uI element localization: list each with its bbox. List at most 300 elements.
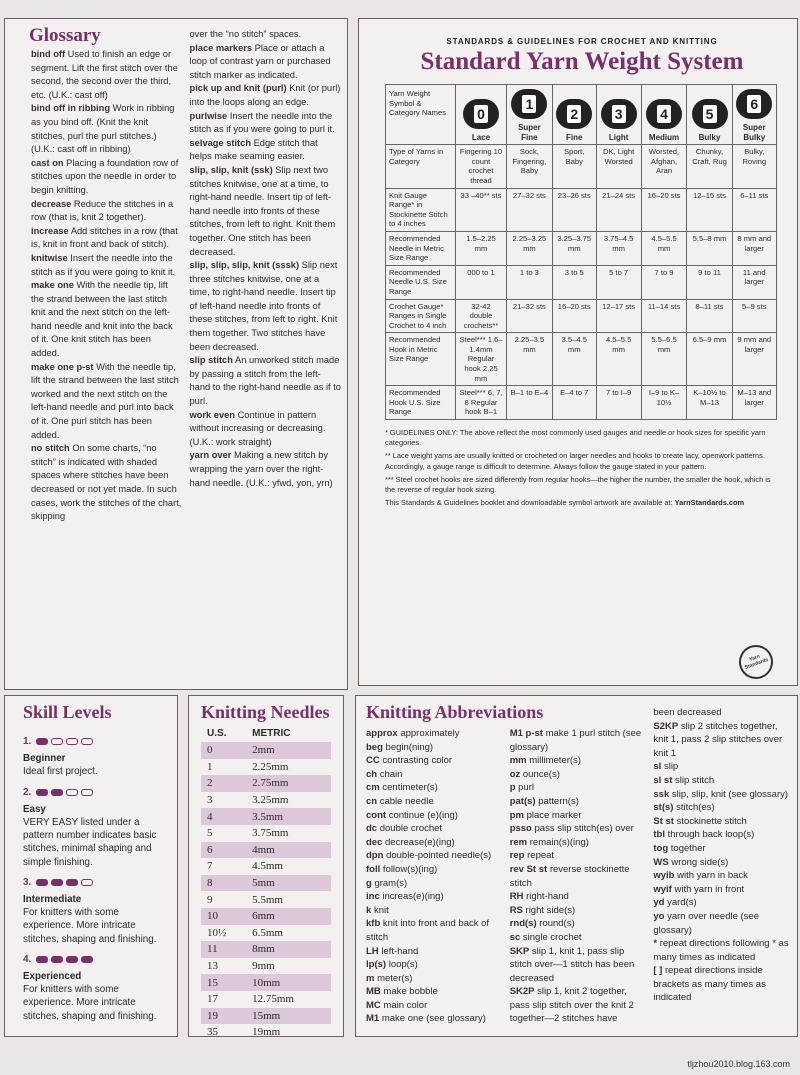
abbr-entry bbox=[366, 972, 502, 986]
abbr-term: rnd(s) bbox=[509, 918, 537, 930]
abbr-definition: pass slip stitch(es) over bbox=[534, 823, 634, 835]
abbr-entry bbox=[366, 836, 502, 850]
yarn-cell: Sport, Baby bbox=[552, 145, 596, 188]
yarn-category-2 bbox=[552, 85, 596, 145]
yarn-weight-number: 1 bbox=[520, 93, 538, 115]
abbr-entry bbox=[366, 985, 502, 999]
abbr-entry bbox=[653, 788, 791, 802]
needle-metric-size: 2.25mm bbox=[252, 760, 289, 773]
rating-filled-icon bbox=[36, 738, 48, 745]
abbr-definition: gram(s) bbox=[374, 877, 408, 889]
abbr-entry bbox=[366, 904, 502, 918]
needle-metric-size: 2.75mm bbox=[246, 775, 331, 792]
glossary-definition: Slip next three stitches knitwise, one at a time, to right-hand needle. Insert tip of left-hand needle into fronts of these stitches, from left to right. Knit them together. Two stitches have been decreased. bbox=[189, 260, 338, 352]
needle-row bbox=[201, 808, 331, 825]
glossary-entry bbox=[190, 164, 341, 259]
yarn-cell: 21–32 sts bbox=[507, 299, 553, 333]
yarn-cell: 4.5–5.5 mm bbox=[641, 231, 687, 265]
yarn-weight-panel bbox=[358, 18, 798, 686]
glossary-entry bbox=[190, 137, 341, 164]
yarn-table-row bbox=[386, 386, 777, 420]
abbr-definition: chain bbox=[379, 768, 403, 780]
glossary-definition: Making a new stitch by wrapping the yarn over the right-hand needle. (U.K.: yfwd, yon, yrn) bbox=[189, 450, 333, 488]
abbr-definition: centimeter(s) bbox=[382, 782, 438, 794]
abbr-definition: slip 1, knit 1, pass slip stitch over—1 stitch has been decreased bbox=[509, 945, 635, 984]
skill-level-desc: For knitters with some experience. More intricate stitches, shaping and finishing. bbox=[23, 907, 157, 945]
needle-metric-size: 6.5mm bbox=[252, 926, 283, 939]
yarn-row-label: Recommended Needle U.S. Size Range bbox=[386, 265, 456, 299]
abbr-entry bbox=[510, 931, 646, 945]
yarn-category-1 bbox=[507, 85, 553, 145]
abbr-term: g bbox=[366, 877, 372, 889]
yarn-standards-seal: Yarn Standards bbox=[734, 640, 778, 684]
yarn-table-header-row bbox=[386, 85, 777, 145]
yarn-cell: 5–9 sts bbox=[732, 299, 776, 333]
yarn-cell: 1.5–2.25 mm bbox=[456, 231, 507, 265]
yarn-cell: 2.25–3.5 mm bbox=[507, 333, 553, 386]
abbr-term: cm bbox=[366, 782, 380, 794]
glossary-entry bbox=[31, 279, 182, 361]
abbr-definition: through back loop(s) bbox=[667, 829, 755, 841]
glossary-term: decrease bbox=[31, 198, 72, 209]
abbr-term: inc bbox=[366, 891, 380, 903]
needles-col-us: U.S. bbox=[207, 728, 227, 739]
yarn-cell: 27–32 sts bbox=[507, 188, 553, 231]
abbr-entry bbox=[366, 945, 502, 959]
yarn-category-name: Lace bbox=[471, 132, 491, 142]
yarn-cell: 6.5–9 mm bbox=[687, 333, 732, 386]
needle-us-size: 10½ bbox=[207, 926, 227, 939]
abbr-term: SKP bbox=[509, 945, 530, 957]
yarn-cell: 1 to 3 bbox=[507, 265, 553, 299]
glossary-entry bbox=[31, 225, 182, 252]
abbr-definition: wrong side(s) bbox=[671, 856, 729, 868]
abbr-column-3 bbox=[653, 706, 791, 1026]
needles-col-metric: METRIC bbox=[252, 728, 291, 739]
yarn-note: ** Lace weight yarns are usually knitted or crocheted on larger needles and hooks to create lacy, openwork patterns. Accordingly, a gauge range is difficult to determine. Always follow the gauge stated in your pattern. bbox=[385, 451, 765, 471]
glossary-entry bbox=[190, 409, 341, 450]
needle-row bbox=[201, 1024, 331, 1041]
needle-row bbox=[201, 825, 331, 842]
glossary-entry bbox=[31, 198, 182, 225]
yarn-footer bbox=[385, 498, 777, 508]
abbr-entry bbox=[366, 809, 502, 823]
yarn-row-label: Recommended Hook in Metric Size Range bbox=[386, 333, 456, 386]
yarn-cell: Sock, Fingering, Baby bbox=[507, 145, 553, 188]
abbr-definition: stitch(es) bbox=[676, 802, 715, 814]
needle-metric-size: 19mm bbox=[252, 1026, 281, 1039]
yarn-table-row bbox=[386, 333, 777, 386]
abbr-column-2 bbox=[510, 727, 646, 1026]
abbr-entry bbox=[653, 856, 791, 870]
glossary-definition: Add stitches in a row (that is, knit in front and back of stitch). bbox=[31, 225, 178, 250]
abbr-entry bbox=[510, 904, 646, 918]
abbr-term: m bbox=[366, 972, 375, 984]
glossary-definition: Edge stitch that helps make seaming easier. bbox=[189, 137, 318, 162]
needle-us-size: 15 bbox=[201, 974, 246, 991]
glossary-entry bbox=[31, 442, 182, 524]
needle-row bbox=[201, 908, 331, 925]
skill-level-name: Experienced bbox=[23, 971, 82, 983]
abbr-term: dpn bbox=[366, 850, 384, 862]
yarn-cell: 9 to 11 bbox=[687, 265, 732, 299]
abbr-definition: decrease(e)(ing) bbox=[385, 836, 455, 848]
abbr-entry bbox=[366, 999, 502, 1013]
glossary-term: pick up and knit (purl) bbox=[189, 83, 287, 94]
glossary-definition: Work in ribbing as you bind off. (Knit the knit stitches, purl the purl stitches.) (U.K.: cast off in ribbing) bbox=[31, 103, 175, 155]
yarn-category-name: Fine bbox=[566, 132, 583, 142]
skill-level bbox=[23, 786, 167, 869]
glossary-title: Glossary bbox=[29, 25, 101, 46]
needle-metric-size: 6mm bbox=[246, 908, 331, 925]
abbr-entry bbox=[510, 727, 646, 754]
abbr-definition: slip, slip, knit (see glossary) bbox=[671, 788, 789, 800]
needle-row bbox=[201, 891, 331, 908]
skill-level-name: Easy bbox=[23, 803, 46, 815]
rating-filled-icon bbox=[36, 879, 48, 886]
abbr-term: oz bbox=[509, 768, 521, 780]
abbr-definition: slip 1, knit 2 together, pass slip stitch over the knit 2 together—2 stitches have bbox=[509, 986, 634, 1025]
yarn-cell: B–1 to E–4 bbox=[507, 386, 553, 420]
glossary-term: increase bbox=[31, 225, 69, 236]
glossary-definition: With the needle tip, lift the strand between the last stitch worked and the next stitch on the left-hand needle and purl into back of it. One purl stitch has been added. bbox=[31, 361, 179, 440]
yarn-table-row bbox=[386, 145, 777, 188]
abbr-definition: with yarn in front bbox=[674, 883, 745, 895]
yarn-cell: 5.5–8 mm bbox=[687, 231, 732, 265]
glossary-entry bbox=[190, 82, 341, 109]
glossary-definition: Continue in pattern without increasing or decreasing. (U.K.: work straight) bbox=[189, 409, 326, 447]
abbr-definition: repeat directions inside brackets as many times as indicated bbox=[653, 965, 766, 1004]
abbr-term: pm bbox=[509, 809, 524, 821]
rating-empty-icon bbox=[51, 738, 63, 745]
abbr-term: beg bbox=[366, 741, 383, 753]
glossary-term: work even bbox=[189, 409, 235, 420]
yarn-cell: 7 to I–9 bbox=[596, 386, 641, 420]
skill-level-number: 3. bbox=[23, 876, 32, 888]
needle-metric-size: 4mm bbox=[246, 842, 331, 859]
abbr-entry bbox=[366, 890, 502, 904]
yarn-weight-number: 3 bbox=[610, 103, 628, 125]
yarn-cell: 5 to 7 bbox=[596, 265, 641, 299]
glossary-definition: An unworked stitch made by passing a stitch from the left-hand to the right-hand needle as if to purl. bbox=[189, 355, 341, 407]
skill-level-number: 4. bbox=[23, 953, 32, 965]
needle-metric-size: 9mm bbox=[252, 960, 275, 973]
skill-level bbox=[23, 876, 167, 946]
glossary-column-1 bbox=[31, 48, 182, 524]
needle-us-size: 7 bbox=[207, 860, 213, 873]
skill-level-rating bbox=[23, 735, 167, 748]
glossary-term: no stitch bbox=[31, 443, 70, 454]
abbr-term: LH bbox=[366, 945, 379, 957]
yarn-category-name: Super Bulky bbox=[742, 123, 766, 142]
needle-row bbox=[201, 842, 331, 859]
abbr-entry bbox=[366, 781, 502, 795]
needle-row bbox=[201, 991, 331, 1008]
yarn-cell: 11–14 sts bbox=[641, 299, 687, 333]
yarn-cell: DK, Light Worsted bbox=[596, 145, 641, 188]
needle-metric-size: 4.5mm bbox=[252, 860, 283, 873]
rating-filled-icon bbox=[51, 956, 63, 963]
yarn-category-3 bbox=[596, 85, 641, 145]
glossary-term: slip stitch bbox=[189, 355, 233, 366]
rating-filled-icon bbox=[51, 789, 63, 796]
yarn-notes bbox=[385, 428, 777, 508]
abbr-entry bbox=[653, 828, 791, 842]
yarn-weight-table bbox=[385, 84, 777, 420]
abbr-entry bbox=[653, 910, 791, 937]
abbr-entry bbox=[510, 890, 646, 904]
glossary-entry bbox=[31, 102, 182, 156]
yarn-cell: 4.5–5.5 mm bbox=[596, 333, 641, 386]
abbr-entry bbox=[366, 822, 502, 836]
yarn-row-label: Type of Yarns in Category bbox=[386, 145, 456, 188]
abbr-term: cont bbox=[366, 809, 387, 821]
abbr-term: dec bbox=[366, 836, 383, 848]
abbr-definition: right-hand bbox=[526, 891, 569, 903]
abbr-definition: meter(s) bbox=[377, 972, 413, 984]
needle-us-size: 35 bbox=[207, 1026, 218, 1039]
abbr-term: foll bbox=[366, 863, 381, 875]
needle-us-size: 4 bbox=[201, 808, 246, 825]
yarn-cell: I–9 to K–10½ bbox=[641, 386, 687, 420]
yarn-cell: Chunky, Craft, Rug bbox=[687, 145, 732, 188]
yarn-cell: 3.5–4.5 mm bbox=[552, 333, 596, 386]
yarn-cell: 7 to 9 bbox=[641, 265, 687, 299]
skill-level-rating bbox=[23, 786, 167, 799]
abbr-definition: main color bbox=[383, 999, 428, 1011]
abbr-entry bbox=[510, 781, 646, 795]
glossary-definition: Reduce the stitches in a row (that is, knit 2 together). bbox=[31, 198, 174, 223]
needle-us-size: 8 bbox=[201, 875, 246, 892]
abbr-definition: continue (e)(ing) bbox=[388, 809, 458, 821]
glossary-term: yarn over bbox=[189, 450, 232, 461]
abbr-entry bbox=[653, 869, 791, 883]
abbr-term: k bbox=[366, 904, 372, 916]
abbr-term: wyib bbox=[653, 870, 675, 882]
abbr-definition: purl bbox=[518, 782, 534, 794]
skill-level-rating bbox=[23, 876, 167, 889]
glossary-definition: Slip next two stitches knitwise, one at a time, to right-hand needle. Insert tip of left-hand needle into fronts of these stitches, from left to right. Knit them together. One stitch has been decreased. bbox=[189, 164, 336, 257]
abbr-term: rep bbox=[509, 850, 525, 862]
abbr-term: mm bbox=[509, 755, 527, 767]
yarn-weight-number: 5 bbox=[701, 103, 719, 125]
rating-filled-icon bbox=[36, 956, 48, 963]
yarn-cell: 8 mm and larger bbox=[732, 231, 776, 265]
glossary-definition: Used to finish an edge or segment. Lift the first stitch over the second, the second over the third, etc. (U.K.: cast off) bbox=[31, 49, 178, 100]
yarn-cell: Steel*** 1.6–1.4mm Regular hook 2.25 mm bbox=[456, 333, 507, 386]
glossary-entry bbox=[31, 48, 182, 102]
yarn-cell: E–4 to 7 bbox=[552, 386, 596, 420]
glossary-entry bbox=[31, 361, 182, 443]
needle-us-size: 3 bbox=[207, 794, 213, 807]
needle-us-size: 13 bbox=[207, 960, 218, 973]
abbr-term: approx bbox=[366, 728, 398, 739]
yarn-cell: Fingering 10 count crochet thread bbox=[456, 145, 507, 188]
needles-table bbox=[201, 727, 331, 1041]
yarn-weight-number: 2 bbox=[565, 103, 583, 125]
yarn-skein-icon bbox=[463, 99, 499, 129]
abbr-term: RH bbox=[509, 891, 524, 903]
abbr-entry bbox=[510, 849, 646, 863]
rating-filled-icon bbox=[81, 956, 93, 963]
skill-level-rating bbox=[23, 953, 167, 966]
needle-us-size: 1 bbox=[207, 760, 213, 773]
abbr-definition: loop(s) bbox=[388, 959, 418, 971]
abbr-term: pat(s) bbox=[509, 795, 536, 807]
yarn-skein-icon bbox=[601, 99, 637, 129]
abbr-entry bbox=[653, 774, 791, 788]
abbr-entry bbox=[366, 727, 502, 741]
needle-metric-size: 12.75mm bbox=[252, 993, 294, 1006]
abbr-definition: knit bbox=[373, 904, 389, 916]
glossary-term: cast on bbox=[31, 157, 64, 168]
abbr-entry bbox=[366, 741, 502, 755]
abbr-entry bbox=[510, 822, 646, 836]
yarn-row-label: Recommended Needle in Metric Size Range bbox=[386, 231, 456, 265]
yarn-table-row bbox=[386, 231, 777, 265]
rating-filled-icon bbox=[66, 879, 78, 886]
abbr-continuation: been decreased bbox=[653, 707, 722, 718]
needle-row bbox=[201, 875, 331, 892]
abbr-definition: follow(s)(ing) bbox=[382, 863, 438, 875]
needle-us-size: 5 bbox=[207, 827, 213, 840]
abbr-definition: left-hand bbox=[381, 945, 419, 957]
abbr-definition: together bbox=[670, 842, 706, 854]
needle-us-size: 11 bbox=[201, 941, 246, 958]
yarn-cell: 11 and larger bbox=[732, 265, 776, 299]
yarn-category-5 bbox=[687, 85, 732, 145]
abbr-term: st(s) bbox=[653, 802, 674, 814]
glossary-term: make one p-st bbox=[31, 361, 94, 372]
yarn-category-0 bbox=[456, 85, 507, 145]
needle-metric-size: 3.75mm bbox=[252, 827, 289, 840]
abbr-entry bbox=[510, 809, 646, 823]
rating-empty-icon bbox=[81, 879, 93, 886]
needles-title: Knitting Needles bbox=[201, 702, 330, 722]
yarn-category-4 bbox=[641, 85, 687, 145]
abbr-column-1 bbox=[366, 727, 502, 1026]
abbr-entry bbox=[653, 720, 791, 761]
abbr-entry bbox=[653, 896, 791, 910]
rating-empty-icon bbox=[81, 789, 93, 796]
yarn-skein-icon bbox=[646, 99, 682, 129]
abbr-entry bbox=[366, 863, 502, 877]
yarn-title: Standard Yarn Weight System bbox=[420, 48, 744, 75]
skill-level-name: Intermediate bbox=[23, 894, 82, 906]
abbr-entry bbox=[366, 1012, 502, 1026]
glossary-term: slip, slip, slip, knit (sssk) bbox=[189, 260, 300, 271]
yarn-kicker: STANDARDS & GUIDELINES FOR CROCHET AND KNITTING bbox=[446, 37, 718, 46]
abbr-entry bbox=[653, 760, 791, 774]
glossary-term: place markers bbox=[189, 42, 253, 53]
abbr-definition: round(s) bbox=[539, 918, 575, 930]
needle-metric-size: 10mm bbox=[246, 974, 331, 991]
yarn-cell: M–13 and larger bbox=[732, 386, 776, 420]
yarn-cell: Worsted, Afghan, Aran bbox=[641, 145, 687, 188]
glossary-definition: Placing a foundation row of stitches upon the needle in order to begin knitting. bbox=[31, 157, 179, 195]
yarn-table-row bbox=[386, 265, 777, 299]
abbr-entry bbox=[653, 842, 791, 856]
glossary-entry bbox=[190, 259, 341, 354]
yarn-cell: 000 to 1 bbox=[456, 265, 507, 299]
yarn-category-name: Light bbox=[608, 132, 629, 142]
skill-title: Skill Levels bbox=[23, 702, 112, 722]
abbr-term: yd bbox=[653, 897, 665, 909]
abbr-definition: with yarn in back bbox=[677, 870, 748, 882]
abbr-term: rem bbox=[509, 836, 528, 848]
needle-row bbox=[201, 792, 331, 809]
abbr-entry bbox=[510, 985, 646, 1026]
abbr-term: ssk bbox=[653, 788, 670, 800]
skill-level bbox=[23, 735, 167, 779]
abbr-definition: cable needle bbox=[379, 795, 434, 807]
glossary-definition: Knit (or purl) into the loops along an edge. bbox=[189, 83, 341, 107]
glossary-term: make one bbox=[31, 280, 74, 291]
abbr-entry bbox=[653, 801, 791, 815]
yarn-category-6 bbox=[732, 85, 776, 145]
yarn-note: *** Steel crochet hooks are sized differently from regular hooks—the higher the number, the smaller the hook, which is the reverse of regular hook sizing. bbox=[385, 474, 771, 495]
blog-credit: tljzhou2010.blog.163.com bbox=[687, 1059, 790, 1069]
abbr-term: kfb bbox=[366, 918, 381, 930]
needle-row bbox=[201, 1008, 331, 1025]
needle-row bbox=[201, 858, 331, 875]
abbr-definition: millimeter(s) bbox=[529, 755, 581, 767]
needle-metric-size: 5mm bbox=[246, 875, 331, 892]
glossary-continuation: over the “no stitch” spaces. bbox=[189, 29, 302, 39]
yarn-skein-icon bbox=[511, 89, 547, 119]
yarn-cell: 12–17 sts bbox=[596, 299, 641, 333]
needle-us-size: 19 bbox=[201, 1008, 246, 1025]
needle-row bbox=[201, 775, 331, 792]
abbr-definition: single crochet bbox=[522, 931, 582, 943]
yarn-skein-icon bbox=[692, 99, 728, 129]
abbr-definition: repeat bbox=[527, 850, 555, 862]
abbr-definition: yarn over needle (see glossary) bbox=[653, 910, 759, 936]
yarn-category-name: Bulky bbox=[698, 132, 721, 142]
abbr-entry bbox=[653, 964, 791, 1005]
rating-filled-icon bbox=[51, 879, 63, 886]
yarn-cell: 32-42 double crochets** bbox=[456, 299, 507, 333]
abbr-entry bbox=[366, 917, 502, 944]
needle-row bbox=[201, 941, 331, 958]
skill-levels-panel bbox=[4, 695, 178, 1037]
yarn-footer-link: YarnStandards.com bbox=[674, 498, 745, 508]
needle-metric-size: 3.25mm bbox=[252, 794, 289, 807]
abbr-definition: repeat directions following * as many times as indicated bbox=[653, 938, 789, 963]
rating-empty-icon bbox=[81, 738, 93, 745]
abbr-term: yo bbox=[653, 910, 665, 922]
yarn-table-row bbox=[386, 299, 777, 333]
yarn-cell: 21–24 sts bbox=[596, 188, 641, 231]
yarn-cell: 3 to 5 bbox=[552, 265, 596, 299]
rating-filled-icon bbox=[36, 789, 48, 796]
abbr-entry bbox=[366, 958, 502, 972]
skill-level bbox=[23, 953, 167, 1023]
abbr-definition: place marker bbox=[526, 809, 582, 821]
needle-row bbox=[201, 974, 331, 991]
yarn-cell: 16–20 sts bbox=[552, 299, 596, 333]
yarn-table-row bbox=[386, 188, 777, 231]
abbr-term: WS bbox=[653, 856, 669, 868]
glossary-entry bbox=[190, 449, 341, 490]
abbr-term: M1 bbox=[366, 1013, 380, 1025]
yarn-cell: 33 –40** sts bbox=[456, 188, 507, 231]
yarn-cell: 23–26 sts bbox=[552, 188, 596, 231]
abbr-definition: right side(s) bbox=[525, 904, 576, 916]
abbr-definition: yard(s) bbox=[667, 897, 697, 909]
glossary-term: bind off in ribbing bbox=[31, 103, 111, 114]
abbr-entry bbox=[510, 945, 646, 986]
